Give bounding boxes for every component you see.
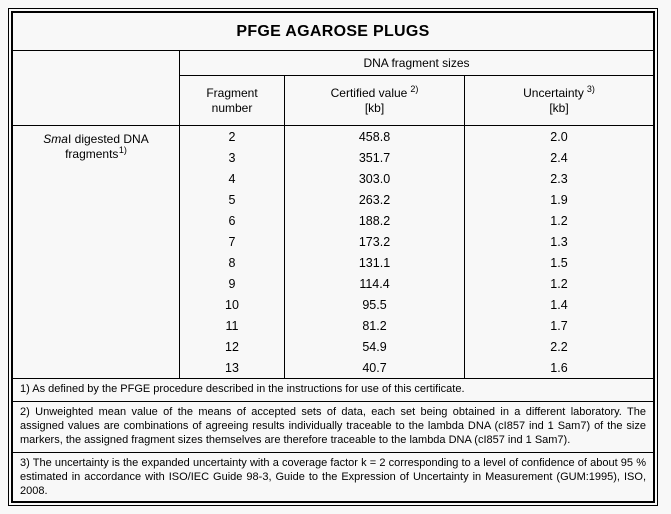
uncertainty-cell: 2.0 bbox=[550, 129, 568, 144]
uncertainty-cell: 1.4 bbox=[550, 297, 568, 312]
fragment-number-cell: 2 bbox=[180, 126, 285, 147]
certified-value-cell: 303.0 bbox=[285, 168, 465, 189]
certified-value-cell: 173.2 bbox=[285, 231, 465, 252]
column-header-line1: Certified value $^{2)}$ bbox=[330, 83, 419, 100]
certified-value-cell: 54.9 bbox=[285, 336, 465, 357]
group-header: DNA fragment sizes bbox=[180, 51, 653, 76]
fragment-number-cell: 6 bbox=[180, 210, 285, 231]
uncertainty-cell: 1.7 bbox=[550, 318, 568, 333]
certified-value-cell: 131.1 bbox=[285, 252, 465, 273]
footnote-3: 3) The uncertainty is the expanded uncertainty with a coverage factor k = 2 corresponding to a level of confidence of about 95 % estimated in accordance with ISO/IEC Guide 98-3, Guide to the Expression of Uncertainty in Measurement (GUM:1995), ISO, 2008. bbox=[13, 452, 653, 501]
fragment-number-cell: 5 bbox=[180, 189, 285, 210]
uncertainty-cell: 2.4 bbox=[550, 150, 568, 165]
footnote-1: 1) As defined by the PFGE procedure described in the instructions for use of this certificate. bbox=[13, 378, 653, 401]
column-header-uncertainty bbox=[465, 76, 653, 126]
data-table bbox=[13, 51, 653, 378]
certified-value-cell: 263.2 bbox=[285, 189, 465, 210]
fragment-number-cell: 8 bbox=[180, 252, 285, 273]
footnote-2: 2) Unweighted mean value of the means of accepted sets of data, each set being obtained in a different laboratory. The assigned values are combinations of agreeing results individually traceable to the lambda DNA (cI857 ind 1 Sam7) of the size markers, the assigned fragment sizes themselves are therefore traceable to the lambda DNA (cI857 ind 1 Sam7). bbox=[13, 401, 653, 452]
certified-value-cell: 81.2 bbox=[285, 315, 465, 336]
column-header-certified-value bbox=[285, 76, 465, 126]
column-header-line1: Fragment bbox=[206, 85, 258, 100]
column-header-fragment-number bbox=[180, 76, 285, 126]
footnote-ref-1: 1) bbox=[118, 145, 127, 155]
certified-value-cell: 188.2 bbox=[285, 210, 465, 231]
uncertainty-cell: 2.3 bbox=[550, 171, 568, 186]
enzyme-name-italic: Sma bbox=[43, 132, 68, 146]
uncertainty-cell: 1.9 bbox=[550, 192, 568, 207]
certified-value-cell: 40.7 bbox=[285, 357, 465, 378]
column-header-line2: [kb] bbox=[549, 100, 569, 115]
column-header-line2: number bbox=[211, 100, 253, 115]
uncertainty-cell: 1.6 bbox=[550, 360, 568, 375]
document-table bbox=[11, 11, 655, 503]
certified-value-cell: 351.7 bbox=[285, 147, 465, 168]
fragment-number-cell: 13 bbox=[180, 357, 285, 378]
fragment-number-cell: 11 bbox=[180, 315, 285, 336]
uncertainty-cell: 2.2 bbox=[550, 339, 568, 354]
column-header-line2: [kb] bbox=[364, 100, 385, 115]
row-label-line2: fragments bbox=[65, 147, 119, 161]
fragment-number-cell: 4 bbox=[180, 168, 285, 189]
fragment-number-cell: 10 bbox=[180, 294, 285, 315]
uncertainty-cell: 1.2 bbox=[550, 213, 568, 228]
certificate-outer-frame bbox=[8, 8, 658, 506]
fragment-number-cell: 7 bbox=[180, 231, 285, 252]
column-header-line1: Uncertainty $^{3)}$ bbox=[523, 83, 595, 100]
row-label-rest: I digested DNA bbox=[67, 132, 149, 146]
row-label bbox=[13, 126, 180, 378]
fragment-number-cell: 9 bbox=[180, 273, 285, 294]
certified-value-cell: 95.5 bbox=[285, 294, 465, 315]
fragment-number-cell: 12 bbox=[180, 336, 285, 357]
uncertainty-cell: 1.5 bbox=[550, 255, 568, 270]
certified-value-cell: 458.8 bbox=[285, 126, 465, 147]
uncertainty-cell: 1.2 bbox=[550, 276, 568, 291]
uncertainty-cell: 1.3 bbox=[550, 234, 568, 249]
fragment-number-cell: 3 bbox=[180, 147, 285, 168]
data-rows bbox=[180, 126, 653, 378]
certified-value-cell: 114.4 bbox=[285, 273, 465, 294]
empty-corner-cell bbox=[13, 51, 180, 126]
page-title: PFGE AGAROSE PLUGS bbox=[13, 13, 653, 51]
